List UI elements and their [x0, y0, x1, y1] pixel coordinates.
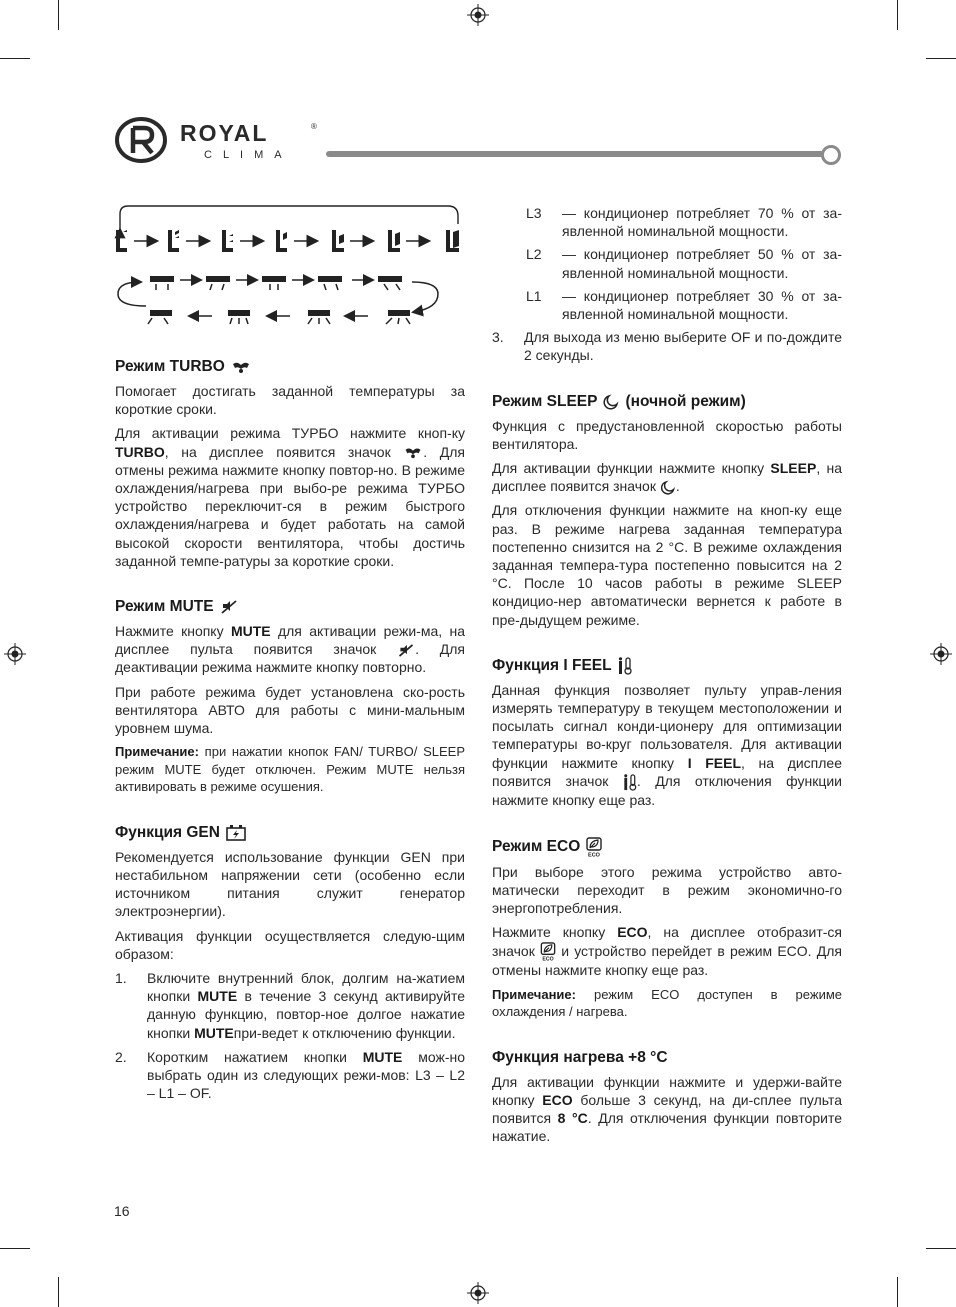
gen-steps-cont: [492, 328, 842, 364]
registration-mark-icon: [930, 643, 952, 665]
fan-level-1-icon: [116, 230, 127, 252]
fan-level-7-icon: [446, 230, 459, 252]
mute-p2: При работе режима будет установлена ско-рость вентилятора АВТО для работы с мини-мальным уровнем шума.: [115, 683, 465, 737]
registration-mark-icon: [467, 1282, 489, 1304]
registration-mark-icon: [4, 643, 26, 665]
list-item: 2. Коротким нажатием кнопки MUTE мож-но выбрать один из следующих режи-мов: L3 – L2 – L1 – OF.: [115, 1048, 465, 1102]
gen-level-l1: L1 — кондиционер потребляет 30 % от за-явленной номинальной мощности.: [526, 287, 842, 323]
registration-mark-icon: [467, 4, 489, 26]
sleep-title-suffix: (ночной режим): [625, 392, 746, 410]
eco-title: Режим ECO: [492, 837, 581, 855]
list-item: 1. Включите внутренний блок, долгим на-жатием кнопки MUTE в течение 3 секунд активируйте данную функцию, повтор-ное долгое нажатие кнопки MUTEпри-ведет к отключению функции.: [115, 969, 466, 1041]
turbo-p1: Помогает достигать заданной температуры за короткие сроки.: [115, 383, 465, 418]
ifeel-icon: [618, 657, 632, 675]
turbo-p2: Для активации режима ТУРБО нажмите кноп-ку TURBO, на дисплее появится значок . Для отмены режима нажмите кнопку повтор-но. В режиме охлаждения/нагрева при выбо-ре режима ТУРБО устройство переключит-ся в режим быстрого охлаждения/нагрева и будет работать на самой высокой скорости вентилятора, чтобы достичь заданной темпе-ратуры за короткие сроки.: [115, 425, 466, 569]
page-number: 16: [114, 1203, 130, 1219]
brand-sub: CLIMA: [204, 149, 293, 161]
crop-mark: [897, 0, 898, 30]
crop-mark: [0, 58, 30, 59]
turbo-icon: [403, 446, 423, 459]
gen-p1: Рекомендуется использование функции GEN при нестабильном напряжении сети (особенно если источником питания служит генератор электроэнергии).: [115, 848, 465, 920]
sleep-p3: Для отключения функции нажмите на кноп-ку еще раз. В режиме нагрева заданная температура постепенно снизится на 2 °C. В режиме охлаждения заданная темпера-тура постепенно повысится на 2 °C. После 10 часов работы в режиме SLEEP кондицио-нер автоматически вернется к работе в пре-дыдущем режиме.: [492, 502, 842, 628]
ifeel-heading: [492, 657, 842, 675]
header-line: [326, 151, 830, 157]
swing-pos-7-icon: [228, 310, 250, 324]
eco-note: Примечание: режим ECO доступен в режиме охлаждения / нагрева.: [492, 986, 842, 1020]
eco-heading: [492, 837, 842, 857]
gen-title: Функция GEN: [115, 823, 220, 841]
swing-pos-4-icon: [318, 276, 342, 290]
list-item: 3. Для выхода из меню выберите OF и по-дождите 2 секунды.: [492, 329, 842, 364]
heat8-heading: [492, 1049, 842, 1067]
ifeel-p1: Данная функция позволяет пульту управ-ления измерять температуру в текущем местоположении и посылать сигнал конди-ционеру для оптимизации температуры во-круг пользователя. Для активации функции нажмите кнопку I FEEL, на дисплее появится значок . Для отключения функции нажмите кнопку еще раз.: [492, 681, 843, 808]
fan-level-6-icon: [388, 230, 400, 252]
gen-p2: Активация функции осуществляется следую-щим образом:: [115, 927, 465, 962]
heat8-p1: Для активации функции нажмите и удержи-вайте кнопку ECO больше 3 секунд, на ди-сплее пульта появится 8 °C. Для отключения функции повторите нажатие.: [492, 1073, 843, 1145]
header-line-end: [821, 145, 841, 165]
crop-mark: [0, 1248, 30, 1249]
turbo-icon: [231, 360, 251, 374]
eco-leaf-icon: [586, 837, 602, 857]
svg-text:ECO: ECO: [542, 957, 554, 962]
mute-title: Режим MUTE: [115, 598, 214, 616]
swing-pos-6-icon: [148, 310, 172, 324]
gen-steps: [115, 969, 465, 1102]
sleep-moon-icon: [603, 394, 619, 410]
svg-text:ECO: ECO: [588, 852, 601, 857]
mute-heading: [115, 598, 465, 616]
sleep-p1: Функция с предустановленной скоростью работы вентилятора.: [492, 417, 842, 452]
sleep-p2: Для активации функции нажмите кнопку SLEEP, на дисплее появится значок .: [492, 460, 842, 495]
fan-level-3-icon: [222, 230, 233, 252]
mute-note: Примечание: при нажатии кнопок FAN/ TURBO/ SLEEP режим MUTE будет отключен. Режим MUTE нельзя активировать в режиме осушения.: [115, 744, 465, 795]
brand-reg: ®: [311, 122, 317, 131]
fan-level-5-icon: [332, 230, 344, 252]
crop-mark: [897, 1277, 898, 1307]
crop-mark: [926, 58, 956, 59]
mute-icon: [220, 600, 238, 614]
gen-icon: [226, 825, 246, 841]
fan-level-4-icon: [276, 230, 287, 252]
sleep-heading: [492, 393, 842, 411]
swing-diagram: [112, 266, 446, 328]
swing-pos-5-icon: [378, 276, 402, 290]
eco-leaf-icon: [540, 942, 556, 961]
swing-pos-9-icon: [386, 310, 410, 324]
gen-heading: [115, 824, 465, 842]
right-column: [492, 204, 842, 1152]
swing-pos-8-icon: [308, 310, 330, 324]
eco-p2: Нажмите кнопку ECO, на дисплее отобразит-ся значок ECO и устройство перейдет в режим ECO. Для отмены нажмите кнопку еще раз.: [492, 924, 842, 979]
swing-pos-2-icon: [206, 276, 230, 290]
swing-pos-1-icon: [150, 276, 174, 290]
crop-mark: [926, 1248, 956, 1249]
fan-level-2-icon: [168, 230, 179, 252]
sleep-title: Режим SLEEP: [492, 392, 598, 410]
fan-speed-diagram: [112, 200, 468, 258]
sleep-moon-icon: [660, 480, 676, 495]
ifeel-title: Функция I FEEL: [492, 656, 612, 674]
mute-p1: Нажмите кнопку MUTE для активации режи-ма, на дисплее пульта появится значок . Для деактивации режима нажмите кнопку повторно.: [115, 623, 465, 676]
royal-clima-logo: [114, 116, 334, 166]
turbo-heading: [115, 358, 465, 376]
brand-name: ROYAL: [180, 120, 269, 146]
turbo-title: Режим TURBO: [115, 358, 225, 375]
gen-level-l2: L2 — кондиционер потребляет 50 % от за-явленной номинальной мощности.: [526, 246, 842, 281]
crop-mark: [58, 0, 59, 30]
heat8-title: Функция нагрева +8 °C: [492, 1048, 668, 1066]
eco-p1: При выборе этого режима устройство авто-матически переходит в режим экономично-го энергопотребления.: [492, 863, 842, 917]
mute-icon: [397, 644, 415, 657]
left-column: [115, 358, 465, 1108]
crop-mark: [58, 1277, 59, 1307]
gen-level-l3: L3 — кондиционер потребляет 70 % от за-явленной номинальной мощности.: [526, 205, 842, 240]
ifeel-icon: [623, 774, 637, 791]
swing-pos-3-icon: [262, 276, 286, 290]
